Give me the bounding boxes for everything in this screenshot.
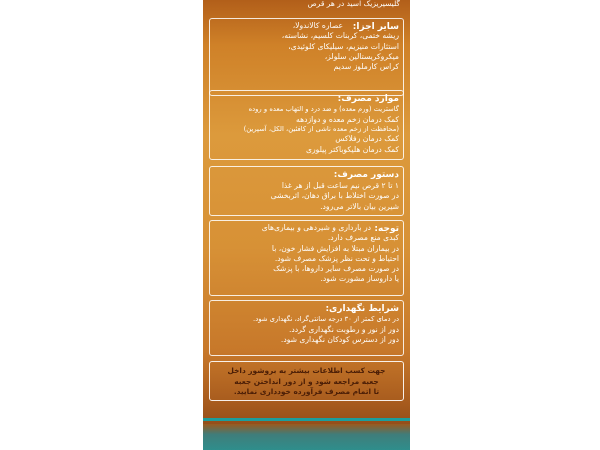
ingredients-line: میکروکریستالین سلولز،	[324, 51, 399, 61]
caution-box	[209, 220, 404, 296]
storage-line: دور از نور و رطوبت نگهداری گردد.	[288, 324, 399, 334]
caution-line: احتیاط و تحت نظر پزشک مصرف شود.	[274, 253, 399, 263]
ingredients-line: کراس کارملوز سدیم	[333, 62, 399, 72]
storage-line: در دمای کمتر از ۳۰ درجه سانتی‌گراد، نگهداری شود.	[253, 315, 399, 323]
brochure-note-box	[209, 361, 404, 401]
storage-box	[209, 300, 404, 356]
caution-line: یا داروساز مشورت شود.	[320, 274, 399, 284]
teal-footer-band	[203, 424, 410, 450]
top-ingredient-line: گلیسیریزیک اسید در هر قرص	[307, 0, 400, 8]
usage-line: گاستریت (ورم معده) و ضد درد و التهاب معده و روده	[248, 105, 399, 113]
ingredients-title: سایر اجزا:	[352, 22, 399, 32]
caution-line: در بارداری و شیردهی و بیماری‌های	[261, 223, 371, 232]
caution-line: کبدی منع مصرف دارد.	[327, 233, 399, 243]
caution-line: در صورت مصرف سایر داروها، با پزشک	[273, 264, 399, 274]
dosage-line: در صورت اختلاط با براق دهان، اثربخشی	[270, 191, 399, 201]
usage-title: موارد مصرف:	[337, 94, 399, 104]
note-line: تا اتمام مصرف فرآورده خودداری نمایید.	[233, 387, 380, 396]
ingredients-line: عصاره کالاندولا،	[292, 21, 343, 30]
package-side-panel	[203, 0, 410, 450]
dosage-line: ۱ تا ۲ قرص نیم ساعت قبل از هر غذا	[281, 181, 399, 190]
note-line: جعبه مراجعه شود و از دور انداختن جعبه	[234, 376, 379, 386]
usage-line: کمک درمان زخم معده و دوازدهه	[296, 114, 399, 124]
teal-stripe	[203, 418, 410, 421]
ingredients-box	[209, 18, 404, 96]
caution-title: توجه:	[374, 224, 399, 234]
note-line: جهت کسب اطلاعات بیشتر به بروشور داخل	[227, 366, 386, 375]
usage-box	[209, 90, 404, 160]
caution-line: در بیماران مبتلا به افزایش فشار خون، با	[271, 243, 399, 253]
storage-title: شرایط نگهداری:	[325, 304, 399, 314]
dosage-title: دستور مصرف:	[333, 170, 399, 180]
usage-line: کمک درمان رفلاکس	[335, 134, 399, 144]
ingredients-line: استئارات منیزیم، سیلیکای کلوئیدی،	[288, 41, 399, 51]
usage-line: (محافظت از زخم معده ناشی از کافئین، الکل، آسپرین)	[243, 124, 399, 133]
storage-line: دور از دسترس کودکان نگهداری شود.	[280, 334, 399, 344]
dosage-box	[209, 166, 404, 216]
usage-line: کمک درمان هلیکوباکتر پیلوری	[306, 144, 399, 154]
ingredients-line: ریشه ختمی، کربنات کلسیم، نشاسته،	[281, 31, 399, 41]
dosage-line: شیرین بیان بالاتر می‌رود.	[320, 201, 399, 211]
